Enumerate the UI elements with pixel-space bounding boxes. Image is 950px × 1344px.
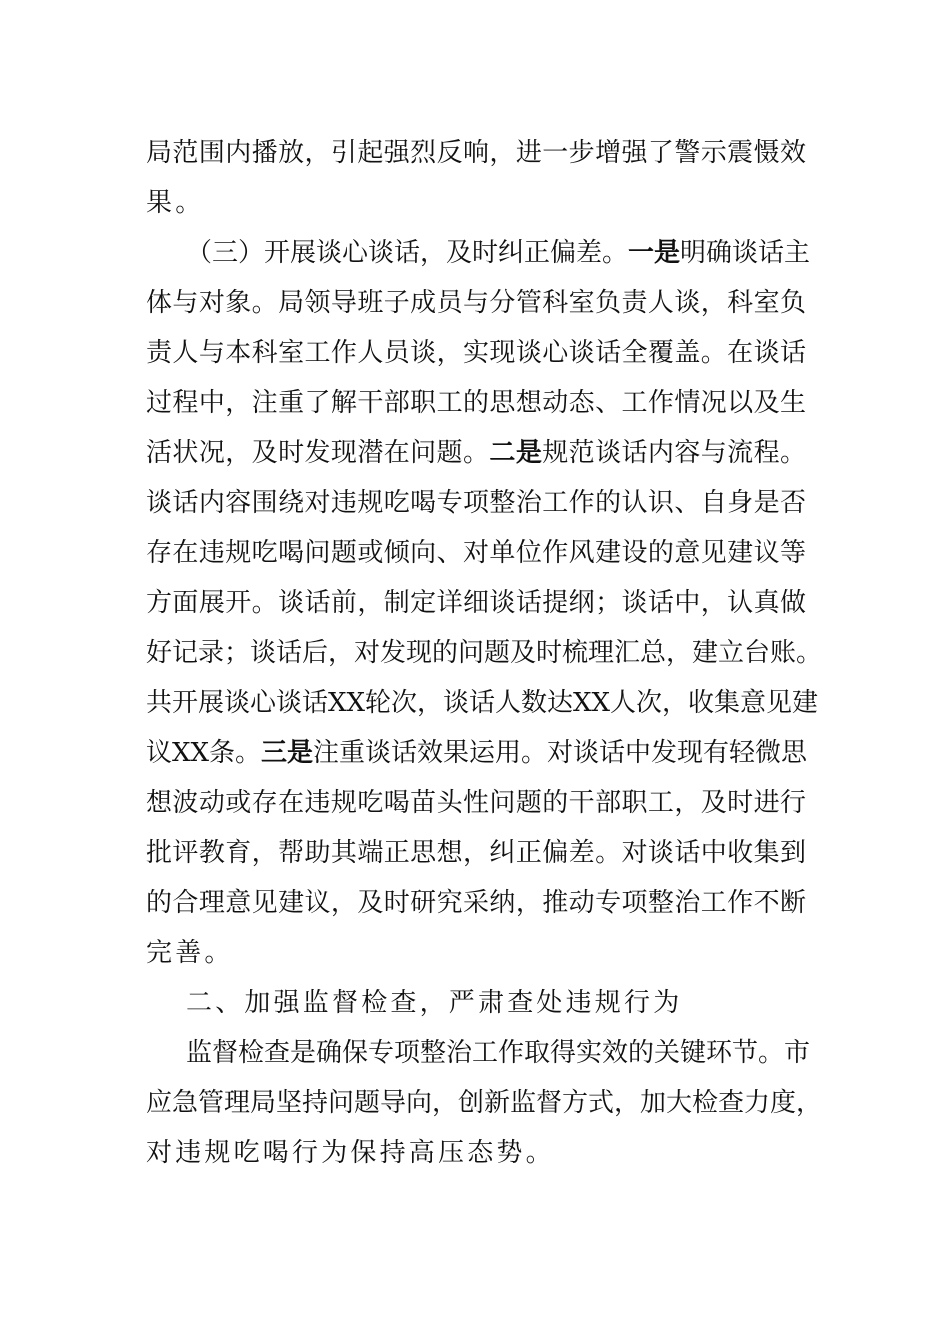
bold-run: 二是 [489, 438, 543, 468]
text-line: 的合理意见建议，及时研究采纳，推动专项整治工作不断 [146, 888, 806, 918]
text-run: 规范谈话内容与流程。 [542, 438, 806, 468]
bold-run: 三是 [261, 738, 314, 768]
text-line: 果。 [146, 188, 205, 218]
text-line: 想波动或存在违规吃喝苗头性问题的干部职工，及时进行 [146, 788, 806, 818]
text-line [146, 436, 806, 470]
bold-run: 一是 [628, 238, 681, 268]
text-line: 批评教育，帮助其端正思想，纠正偏差。对谈话中收集到 [146, 838, 806, 868]
text-line: 责人与本科室工作人员谈，实现谈心谈话全覆盖。在谈话 [146, 338, 806, 368]
text-line: 好记录；谈话后，对发现的问题及时梳理汇总，建立台账。 [146, 638, 823, 668]
text-run: 明确谈话主 [680, 238, 811, 268]
text-line [146, 736, 806, 770]
section-heading: 二、加强监督检查，严肃查处违规行为 [186, 988, 683, 1018]
text-line: 完善。 [146, 938, 234, 968]
text-line: 对违规吃喝行为保持高压态势。 [146, 1138, 555, 1168]
text-line: 存在违规吃喝问题或倾向、对单位作风建设的意见建议等 [146, 538, 806, 568]
text-line: 监督检查是确保专项整治工作取得实效的关键环节。市 [186, 1038, 811, 1068]
text-run: 注重谈话效果运用。对谈话中发现有轻微思 [313, 738, 808, 768]
text-line: 共开展谈心谈话XX轮次，谈话人数达XX人次，收集意见建 [146, 688, 819, 718]
text-line: 过程中，注重了解干部职工的思想动态、工作情况以及生 [146, 388, 806, 418]
text-line: 谈话内容围绕对违规吃喝专项整治工作的认识、自身是否 [146, 488, 806, 518]
text-line: 应急管理局坚持问题导向，创新监督方式，加大检查力度， [146, 1088, 823, 1118]
text-line: 方面展开。谈话前，制定详细谈话提纲；谈话中，认真做 [146, 588, 806, 618]
text-run: 活状况，及时发现潜在问题。 [146, 438, 490, 468]
text-line: 局范围内播放，引起强烈反响，进一步增强了警示震慑效 [146, 138, 806, 168]
text-line: 体与对象。局领导班子成员与分管科室负责人谈，科室负 [146, 288, 806, 318]
text-run: （三）开展谈心谈话，及时纠正偏差。 [186, 238, 629, 268]
text-run: 议XX条。 [146, 738, 262, 768]
text-line [186, 236, 811, 270]
